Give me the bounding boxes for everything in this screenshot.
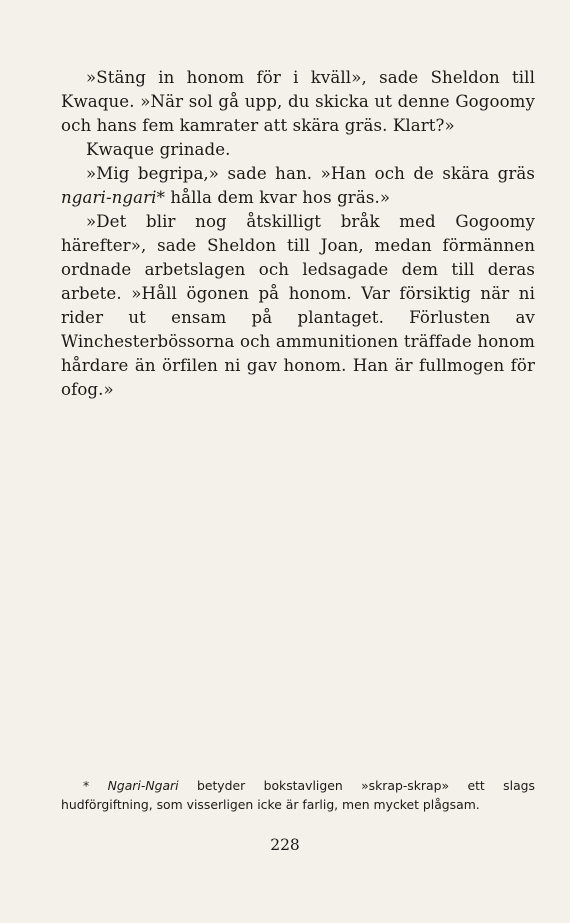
paragraph-3-start: »Mig begripa,» sade han. »Han och de skära gräs	[86, 164, 535, 183]
footnote-marker: *	[83, 778, 108, 793]
footnote	[61, 776, 535, 814]
page-number: 228	[270, 836, 300, 854]
paragraph-3-end: hålla dem kvar hos gräs.»	[165, 188, 391, 207]
body-text	[61, 66, 535, 402]
paragraph-1: »Stäng in honom för i kväll», sade Sheldon till Kwaque. »När sol gå upp, du skicka ut denne Gogoomy och hans fem kamrater att skära gräs. Klart?»	[61, 68, 535, 135]
italic-term: ngari-ngari*	[61, 188, 165, 207]
paragraph-3	[61, 162, 535, 210]
paragraph-2: Kwaque grinade.	[86, 140, 231, 159]
footnote-term: Ngari-Ngari	[107, 778, 179, 793]
paragraph-4: »Det blir nog åtskilligt bråk med Gogoomy härefter», sade Sheldon till Joan, medan förmännen ordnade arbetslagen och ledsagade dem till deras arbete. »Håll ögonen på honom. Var försiktig när ni rider ut ensam på plantaget. Förlusten av Winchesterbössorna och ammunitionen träffade honom hårdare än örfilen ni gav honom. Han är fullmogen för ofog.»	[61, 212, 535, 399]
footnote-text: betyder bokstavligen »skrap-skrap» ett slags hudförgiftning, som visserligen icke är farlig, men mycket plågsam.	[61, 778, 535, 812]
